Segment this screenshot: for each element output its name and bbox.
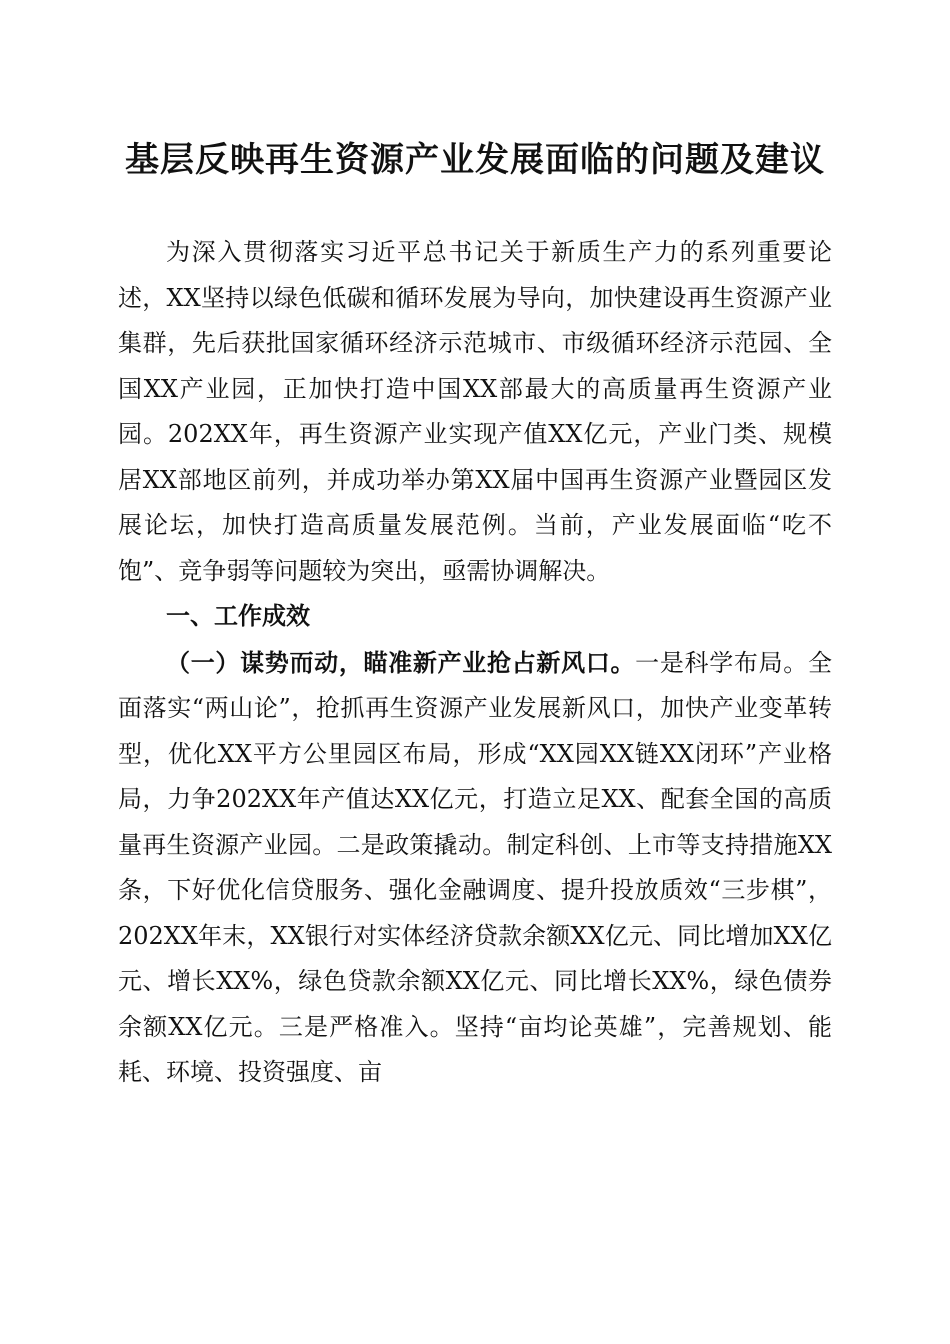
subsection-body-1: 一是科学布局。全面落实“两山论”，抢抓再生资源产业发展新风口，加快产业变革转型，优化XX平方公里园区布局，形成“XX园XX链XX闭环”产业格局，力争202XX年产值达XX亿元，打造立足XX、配套全国的高质量再生资源产业园。二是政策撬动。制定科创、上市等支持措施XX条，下好优化信贷服务、强化金融调度、提升投放质效“三步棋”，202XX年末，XX银行对实体经济贷款余额XX亿元、同比增加XX亿元、增长XX%，绿色贷款余额XX亿元、同比增长XX%，绿色债券余额XX亿元。三是严格准入。坚持“亩均论英雄”，完善规划、能耗、环境、投资强度、亩 [118,648,833,1086]
section-heading-1: 一、工作成效 [166,602,310,630]
document-body [118,230,832,1096]
document-title: 基层反映再生资源产业发展面临的问题及建议 [125,140,825,180]
intro-paragraph: 为深入贯彻落实习近平总书记关于新质生产力的系列重要论述，XX坚持以绿色低碳和循环发展为导向，加快建设再生资源产业集群，先后获批国家循环经济示范城市、市级循环经济示范园、全国XX产业园，正加快打造中国XX部最大的高质量再生资源产业园。202XX年，再生资源产业实现产值XX亿元，产业门类、规模居XX部地区前列，并成功举办第XX届中国再生资源产业暨园区发展论坛，加快打造高质量发展范例。当前，产业发展面临“吃不饱”、竞争弱等问题较为突出，亟需协调解决。 [118,238,832,585]
subsection-paragraph-1 [118,640,832,1096]
subsection-heading-1: （一）谋势而动，瞄准新产业抢占新风口。 [166,647,636,677]
